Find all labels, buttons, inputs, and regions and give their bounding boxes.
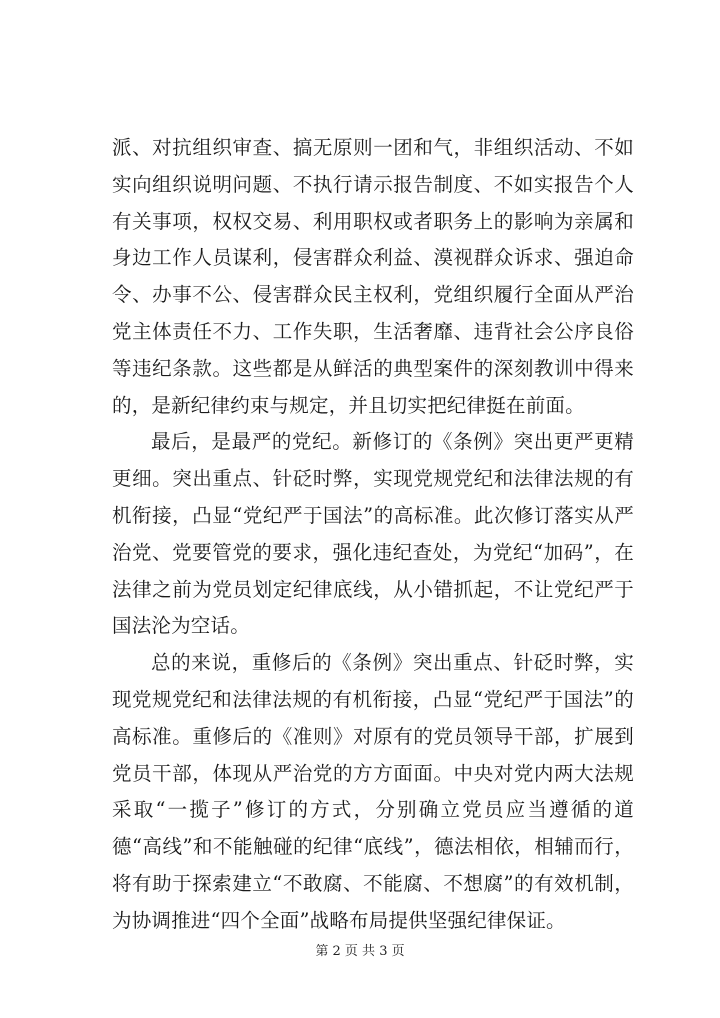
- paragraph-2: 最后，是最严的党纪。新修订的《条例》突出更严更精更细。突出重点、针砭时弊，实现党规党纪和法律法规的有机衔接，凸显“党纪严于国法”的高标准。此次修订落实从严治党、党要管党的要求，强化违纪查处，为党纪“加码”，在法律之前为党员划定纪律底线，从小错抓起，不让党纪严于国法沦为空话。: [112, 430, 634, 638]
- document-body: [112, 130, 634, 940]
- page-number-footer: 第 2 页 共 3 页: [315, 944, 405, 959]
- paragraph-3: 总的来说，重修后的《条例》突出重点、针砭时弊，实现党规党纪和法律法规的有机衔接，凸显“党纪严于国法”的高标准。重修后的《准则》对原有的党员领导干部，扩展到党员干部，体现从严治党的方方面面。中央对党内两大法规采取“一揽子”修订的方式，分别确立党员应当遵循的道德“高线”和不能触碰的纪律“底线”，德法相依，相辅而行，将有助于探索建立“不敢腐、不能腐、不想腐”的有效机制，为协调推进“四个全面”战略布局提供坚强纪律保证。: [112, 651, 634, 932]
- paragraph-1: 派、对抗组织审查、搞无原则一团和气，非组织活动、不如实向组织说明问题、不执行请示报告制度、不如实报告个人有关事项，权权交易、利用职权或者职务上的影响为亲属和身边工作人员谋利，侵害群众利益、漠视群众诉求、强迫命令、办事不公、侵害群众民主权利，党组织履行全面从严治党主体责任不力、工作失职，生活奢靡、违背社会公序良俗等违纪条款。这些都是从鲜活的典型案件的深刻教训中得来的，是新纪律约束与规定，并且切实把纪律挺在前面。: [112, 136, 634, 417]
